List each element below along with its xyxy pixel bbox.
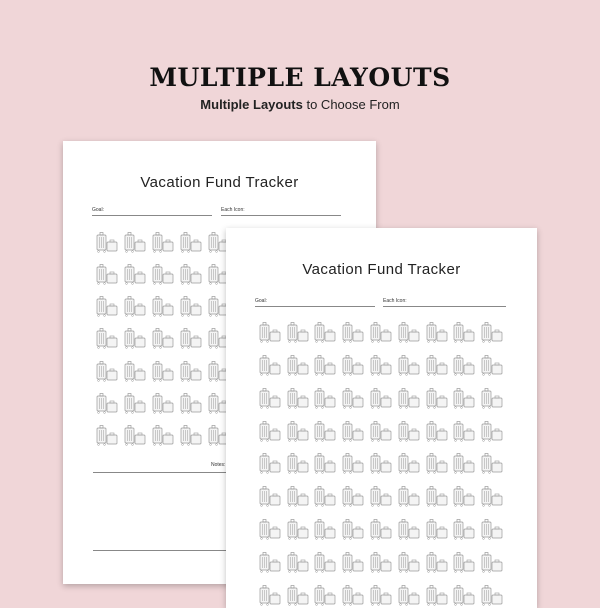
luggage-icon [256,415,284,448]
luggage-icon [423,415,451,448]
luggage-icon [177,323,205,355]
luggage-icon [93,291,121,323]
luggage-icon [177,291,205,323]
luggage-icon [284,546,312,579]
luggage-icon [149,259,177,291]
luggage-icon [149,420,177,452]
luggage-icon [312,579,340,608]
luggage-icon [367,481,395,514]
luggage-icon [367,546,395,579]
luggage-icon [339,383,367,416]
luggage-icon [339,546,367,579]
luggage-icon [177,388,205,420]
luggage-icon [450,481,478,514]
luggage-icon [121,388,149,420]
luggage-icon [121,323,149,355]
luggage-icon [256,514,284,547]
luggage-icon [177,227,205,259]
front-goal-label: Goal: [255,298,267,304]
luggage-icon [423,350,451,383]
luggage-icon [478,350,506,383]
back-each-icon-label: Each Icon: [221,207,245,213]
front-each-icon-field [383,298,506,307]
headline: MULTIPLE LAYOUTS [149,63,451,92]
luggage-icon [312,546,340,579]
luggage-icon [450,317,478,350]
luggage-icon [256,546,284,579]
luggage-icon [478,383,506,416]
luggage-icon [149,356,177,388]
luggage-icon [478,448,506,481]
luggage-icon [149,227,177,259]
luggage-icon [93,259,121,291]
back-goal-field [92,207,212,216]
luggage-icon [339,448,367,481]
luggage-icon [284,350,312,383]
subheadline-rest: to Choose From [302,97,400,112]
luggage-icon [177,259,205,291]
luggage-icon [121,420,149,452]
luggage-icon [284,448,312,481]
luggage-icon [121,227,149,259]
luggage-icon [367,383,395,416]
luggage-icon [450,546,478,579]
luggage-icon [367,514,395,547]
luggage-icon [478,579,506,608]
luggage-icon [256,579,284,608]
luggage-icon [423,579,451,608]
back-notes-label: Notes: [211,462,226,468]
luggage-icon [423,383,451,416]
back-sheet-title: Vacation Fund Tracker [140,174,299,191]
luggage-icon [423,317,451,350]
front-each-icon-label: Each Icon: [383,298,407,304]
luggage-icon [367,317,395,350]
luggage-icon [478,546,506,579]
luggage-icon [339,317,367,350]
luggage-icon [450,383,478,416]
luggage-icon [450,448,478,481]
back-each-icon-field [221,207,341,216]
luggage-icon [121,356,149,388]
luggage-icon [284,415,312,448]
luggage-icon [93,356,121,388]
luggage-icon [478,415,506,448]
luggage-icon [367,350,395,383]
luggage-icon [395,481,423,514]
luggage-icon [395,317,423,350]
luggage-icon [339,514,367,547]
luggage-icon [339,579,367,608]
luggage-icon [423,546,451,579]
front-sheet-title: Vacation Fund Tracker [302,261,461,278]
luggage-icon [423,481,451,514]
luggage-icon [367,415,395,448]
luggage-icon [312,514,340,547]
luggage-icon [395,514,423,547]
luggage-icon [312,481,340,514]
luggage-icon [284,579,312,608]
luggage-icon [339,350,367,383]
luggage-icon [256,317,284,350]
luggage-icon [395,579,423,608]
luggage-icon [121,259,149,291]
luggage-icon [423,448,451,481]
luggage-icon [367,579,395,608]
luggage-icon [450,514,478,547]
subheadline [0,97,600,112]
luggage-icon [284,383,312,416]
luggage-icon [312,317,340,350]
luggage-icon [367,448,395,481]
front-goal-field [255,298,375,307]
luggage-icon [284,514,312,547]
luggage-icon [121,291,149,323]
luggage-icon [312,448,340,481]
luggage-icon [149,291,177,323]
luggage-icon [312,350,340,383]
luggage-icon [395,383,423,416]
luggage-icon [177,356,205,388]
luggage-icon [93,227,121,259]
back-goal-label: Goal: [92,207,104,213]
luggage-icon [395,415,423,448]
luggage-icon [423,514,451,547]
luggage-icon [256,481,284,514]
luggage-icon [256,350,284,383]
luggage-icon [395,448,423,481]
front-icon-grid [256,317,506,608]
luggage-icon [339,481,367,514]
luggage-icon [256,448,284,481]
luggage-icon [478,317,506,350]
luggage-icon [450,415,478,448]
luggage-icon [395,546,423,579]
luggage-icon [284,481,312,514]
luggage-icon [450,579,478,608]
luggage-icon [93,420,121,452]
luggage-icon [478,481,506,514]
luggage-icon [478,514,506,547]
luggage-icon [450,350,478,383]
subheadline-bold: Multiple Layouts [200,97,303,112]
luggage-icon [93,388,121,420]
luggage-icon [312,415,340,448]
front-tracker-sheet [226,228,537,608]
luggage-icon [177,420,205,452]
luggage-icon [256,383,284,416]
luggage-icon [93,323,121,355]
luggage-icon [284,317,312,350]
luggage-icon [395,350,423,383]
luggage-icon [312,383,340,416]
luggage-icon [149,388,177,420]
luggage-icon [339,415,367,448]
luggage-icon [149,323,177,355]
